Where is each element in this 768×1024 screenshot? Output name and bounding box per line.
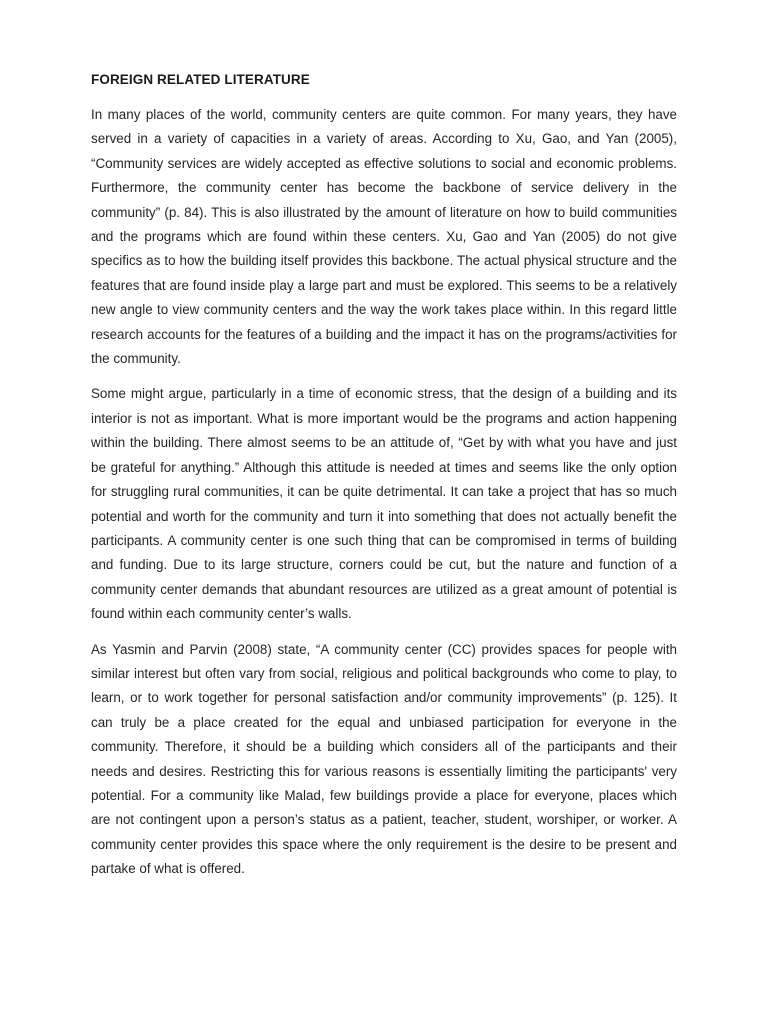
paragraph-2: Some might argue, particularly in a time of economic stress, that the design of a building and its interior is not as important. What is more important would be the programs and action happening within the building. There almost seems to be an attitude of, “Get by with what you have and just be grateful for anything.” Although this attitude is needed at times and seems like the only option for struggling rural communities, it can be quite detrimental. It can take a project that has so much potential and worth for the community and turn it into something that does not actually benefit the participants. A community center is one such thing that can be compromised in terms of building and funding. Due to its large structure, corners could be cut, but the nature and function of a community center demands that abundant resources are utilized as a great amount of potential is found within each community center’s walls. (91, 386, 677, 622)
section-heading: FOREIGN RELATED LITERATURE (91, 72, 310, 87)
document-body (91, 70, 677, 893)
paragraph-3: As Yasmin and Parvin (2008) state, “A community center (CC) provides spaces for people with similar interest but often vary from social, religious and political backgrounds who come to play, to learn, or to work together for personal satisfaction and/or community improvements” (p. 125). It can truly be a place created for the equal and unbiased participation for everyone in the community. Therefore, it should be a building which considers all of the participants and their needs and desires. Restricting this for various reasons is essentially limiting the participants' very potential. For a community like Malad, few buildings provide a place for everyone, places which are not contingent upon a person’s status as a patient, teacher, student, worshiper, or worker. A community center provides this space where the only requirement is the desire to be present and partake of what is offered. (91, 641, 677, 877)
paragraph-1: In many places of the world, community centers are quite common. For many years, they have served in a variety of capacities in a variety of areas. According to Xu, Gao, and Yan (2005), “Community services are widely accepted as effective solutions to social and economic problems. Furthermore, the community center has become the backbone of service delivery in the community” (p. 84). This is also illustrated by the amount of literature on how to build communities and the programs which are found within these centers. Xu, Gao and Yan (2005) do not give specifics as to how the building itself provides this backbone. The actual physical structure and the features that are found inside play a large part and must be explored. This seems to be a relatively new angle to view community centers and the way the work takes place within. In this regard little research accounts for the features of a building and the impact it has on the programs/activities for the community. (91, 107, 677, 367)
